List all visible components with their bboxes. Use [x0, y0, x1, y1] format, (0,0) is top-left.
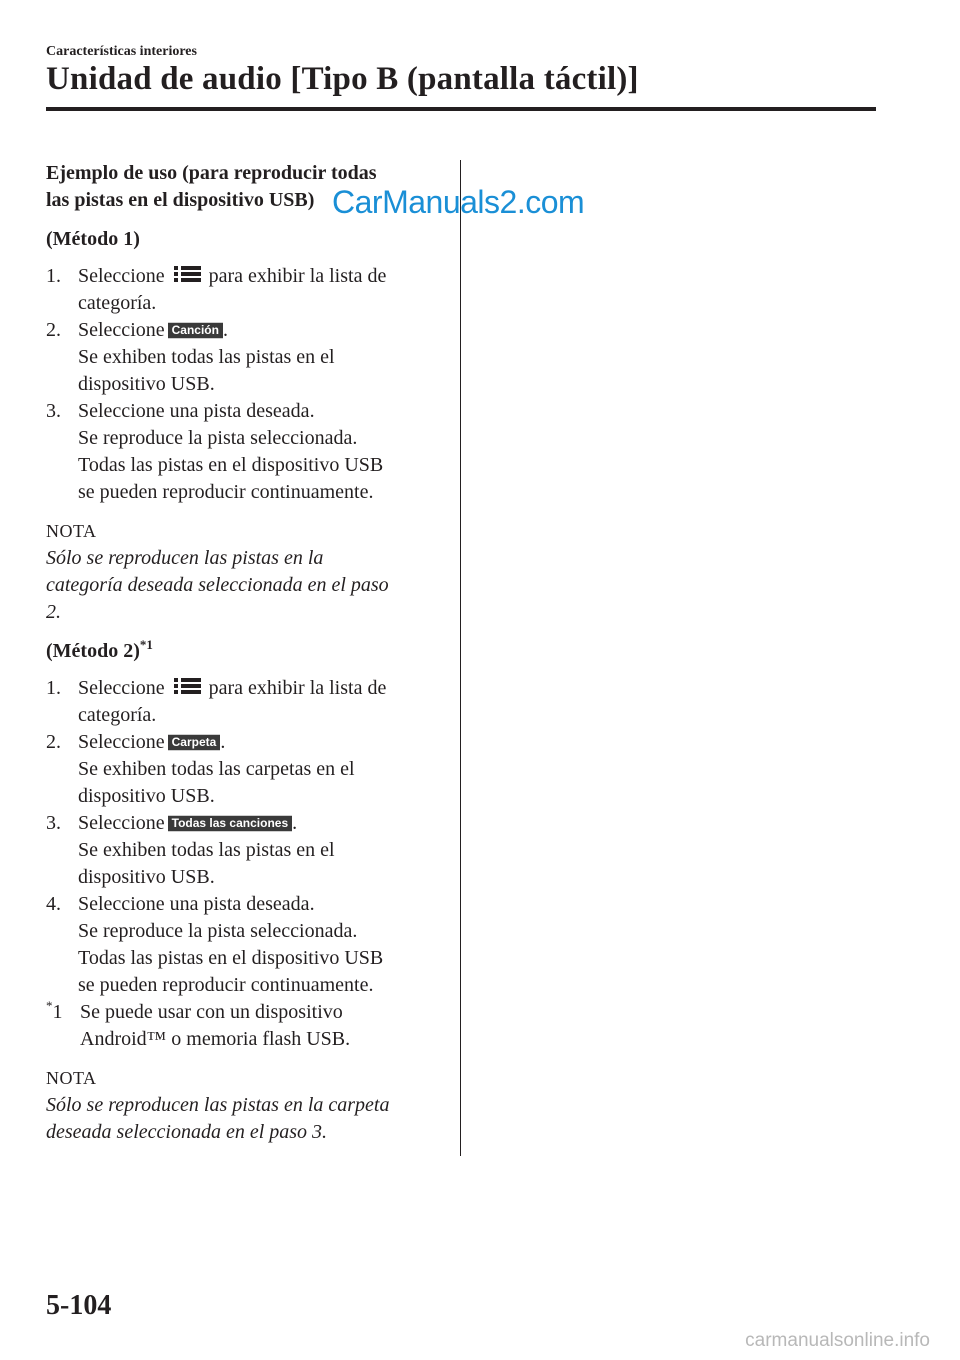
method-1-step-3: 3. Seleccione una pista deseada. Se reproduce la pista seleccionada. Todas las pistas en el dispositivo USB se pueden reproducir continuamente. [46, 400, 384, 503]
method-1-title: (Método 1) [46, 228, 140, 250]
carpeta-button: Carpeta [168, 734, 221, 751]
footer-watermark: carmanualsonline.info [745, 1330, 930, 1351]
todas-las-canciones-button: Todas las canciones [168, 815, 293, 832]
nota-label: NOTA [46, 521, 97, 541]
method-2-step-4: 4. Seleccione una pista deseada. Se reproduce la pista seleccionada. Todas las pistas en el dispositivo USB se pueden reproducir continuamente. [46, 893, 384, 996]
header-rule [46, 107, 876, 111]
method-1-step-1: 1. Seleccione para exhibir la lista de categoría. [46, 265, 387, 314]
column-divider [460, 160, 461, 1156]
example-heading: Ejemplo de uso (para reproducir todas las pistas en el dispositivo USB) [46, 162, 377, 211]
method-1-step-2: 2. Seleccione Canción . Se exhiben todas las pistas en el dispositivo USB. [46, 319, 335, 395]
page-number: 5-104 [46, 1290, 112, 1321]
watermark-logo: CarManuals2.com [332, 184, 585, 220]
list-icon [172, 264, 202, 284]
footnote: *1 Se puede usar con un dispositivo Android™ o memoria flash USB. [46, 998, 351, 1050]
page-title: Unidad de audio [Tipo B (pantalla táctil)] [46, 61, 639, 97]
nota-label: NOTA [46, 1068, 97, 1088]
method-2-step-1: 1. Seleccione para exhibir la lista de categoría. [46, 677, 387, 726]
footnote-ref: *1 [139, 637, 153, 652]
method-2-step-2: 2. Seleccione Carpeta . Se exhiben todas las carpetas en el dispositivo USB. [46, 731, 355, 807]
method-2-step-3: 3. Seleccione Todas las canciones . Se exhiben todas las pistas en el dispositivo USB. [46, 812, 335, 888]
list-icon [172, 676, 202, 696]
method-2-title: (Método 2)$^{*1}$ [46, 637, 153, 662]
section-label: Características interiores [46, 44, 197, 59]
cancion-button: Canción [168, 322, 223, 339]
main-column [46, 160, 446, 1146]
nota-text: Sólo se reproducen las pistas en la categoría deseada seleccionada en el paso 2. [46, 547, 389, 623]
nota-text: Sólo se reproducen las pistas en la carpeta deseada seleccionada en el paso 3. [46, 1094, 390, 1143]
